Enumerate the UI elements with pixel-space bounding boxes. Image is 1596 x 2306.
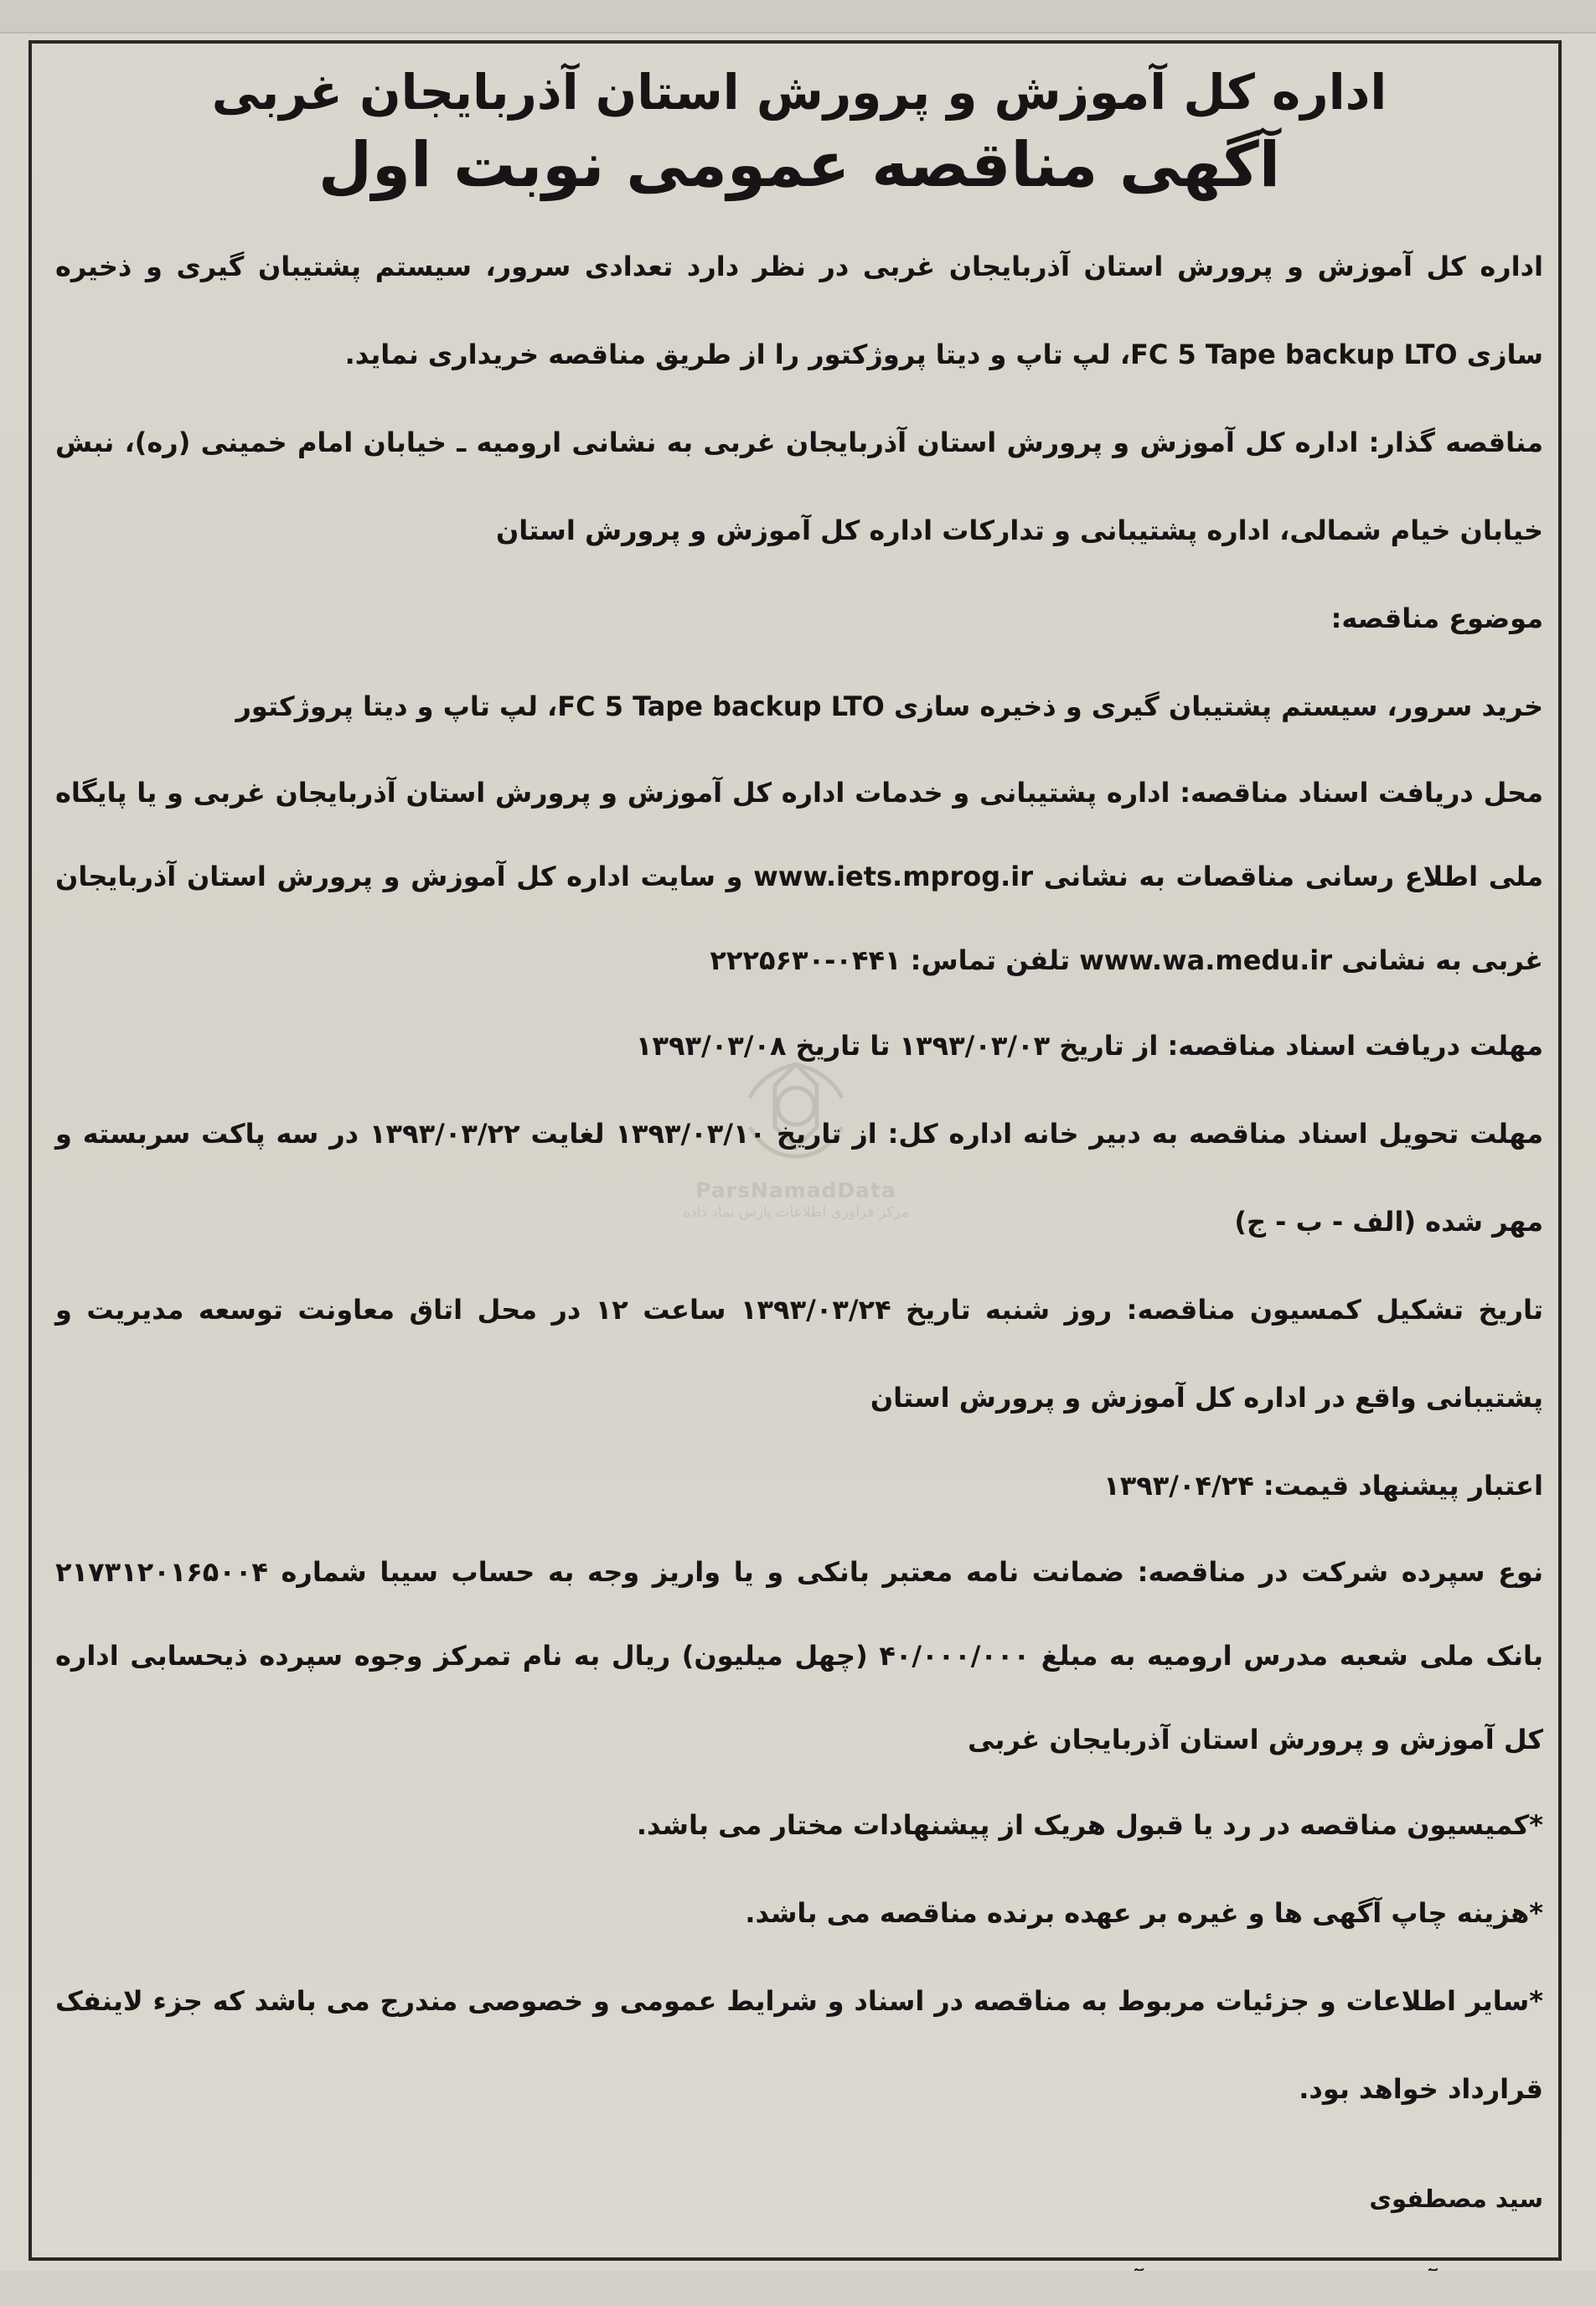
cropped-previous-article bbox=[0, 0, 1596, 34]
commission-paragraph: تاریخ تشکیل کمسیون مناقصه: روز شنبه تاریخ ۱۳۹۳/۰۳/۲۴ ساعت ۱۲ در محل اتاق معاونت توسعه مدیریت و پشتیبانی واقع در اداره کل آموزش و پرورش استان bbox=[55, 1294, 1544, 1414]
note-item: *هزینه چاپ آگهی ها و غیره بر عهده برنده مناقصه می باشد. bbox=[745, 1897, 1543, 1929]
watermark-tagline: مرکز فرآوری اطلاعات پارس نماد داده bbox=[683, 1204, 909, 1221]
validity-paragraph: اعتبار پیشنهاد قیمت: ۱۳۹۳/۰۴/۲۴ bbox=[1103, 1470, 1543, 1502]
subject-label: موضوع مناقصه: bbox=[1330, 602, 1543, 634]
deposit-paragraph: نوع سپرده شرکت در مناقصه: ضمانت نامه معتبر بانکی و یا واریز وجه به حساب سیبا شماره ۲۱۷۳۱۲۰۱۶۵۰۰۴ بانک ملی شعبه مدرس ارومیه به مبلغ ۴۰/۰۰۰/۰۰۰ (چهل میلیون) ریال به نام تمرکز وجوه سپرده ذیحسابی اداره کل آموزش و پرورش استان آذربایجان غربی bbox=[55, 1556, 1544, 1755]
subject-paragraph: خرید سرور، سیستم پشتیبان گیری و ذخیره سازی FC 5 Tape backup LTO، لپ تاپ و دیتا پروژکتور bbox=[235, 690, 1543, 722]
note-item: *کمیسیون مناقصه در رد یا قبول هریک از پیشنهادات مختار می باشد. bbox=[636, 1809, 1543, 1841]
note-item: *سایر اطلاعات و جزئیات مربوط به مناقصه در اسناد و شرایط عمومی و خصوصی مندرج می باشد که جزء لاینفک قرارداد خواهد بود. bbox=[55, 1985, 1543, 2105]
docs-place-paragraph: محل دریافت اسناد مناقصه: اداره پشتیبانی و خدمات اداره کل آموزش و پرورش استان آذربایجان غربی و یا پایگاه ملی اطلاع رسانی مناقصات به نشانی www.iets.mprog.ir و سایت اداره کل آموزش و پرورش استان آذربایجان غربی به نشانی www.wa.medu.ir تلفن تماس: ۰۴۴۱-۲۲۲۵۶۳۰ bbox=[55, 777, 1543, 976]
cropped-next-article bbox=[0, 2271, 1596, 2306]
ad-content bbox=[55, 52, 1543, 2306]
delivery-deadline-paragraph: مهلت تحویل اسناد مناقصه به دبیر خانه اداره کل: از تاریخ ۱۳۹۳/۰۳/۱۰ لغایت ۱۳۹۳/۰۳/۲۲ در سه پاکت سربسته و مهر شده (الف - ب - ج) bbox=[55, 1118, 1544, 1238]
tender-giver-paragraph: مناقصه گذار: اداره کل آموزش و پرورش استان آذربایجان غربی به نشانی ارومیه ـ خیابان امام خمینی (ره)، نبش خیابان خیام شمالی، اداره پشتیبانی و تدارکات اداره کل آموزش و پرورش استان bbox=[55, 427, 1543, 546]
organization-title: اداره کل آموزش و پرورش استان آذربایجان غربی bbox=[211, 64, 1387, 121]
watermark-brand: ParsNamadData bbox=[695, 1178, 896, 1202]
ad-title: آگهی مناقصه عمومی نوبت اول bbox=[318, 129, 1281, 201]
docs-deadline-paragraph: مهلت دریافت اسناد مناقصه: از تاریخ ۱۳۹۳/۰۳/۰۳ تا تاریخ ۱۳۹۳/۰۳/۰۸ bbox=[635, 1030, 1543, 1062]
intro-paragraph: اداره کل آموزش و پرورش استان آذربایجان غربی در نظر دارد تعدادی سرور، سیستم پشتیبان گیری و ذخیره سازی FC 5 Tape backup LTO، لپ تاپ و دیتا پروژکتور را از طریق مناقصه خریداری نماید. bbox=[55, 251, 1543, 370]
signer-name: سید مصطفوی bbox=[1369, 2184, 1543, 2213]
